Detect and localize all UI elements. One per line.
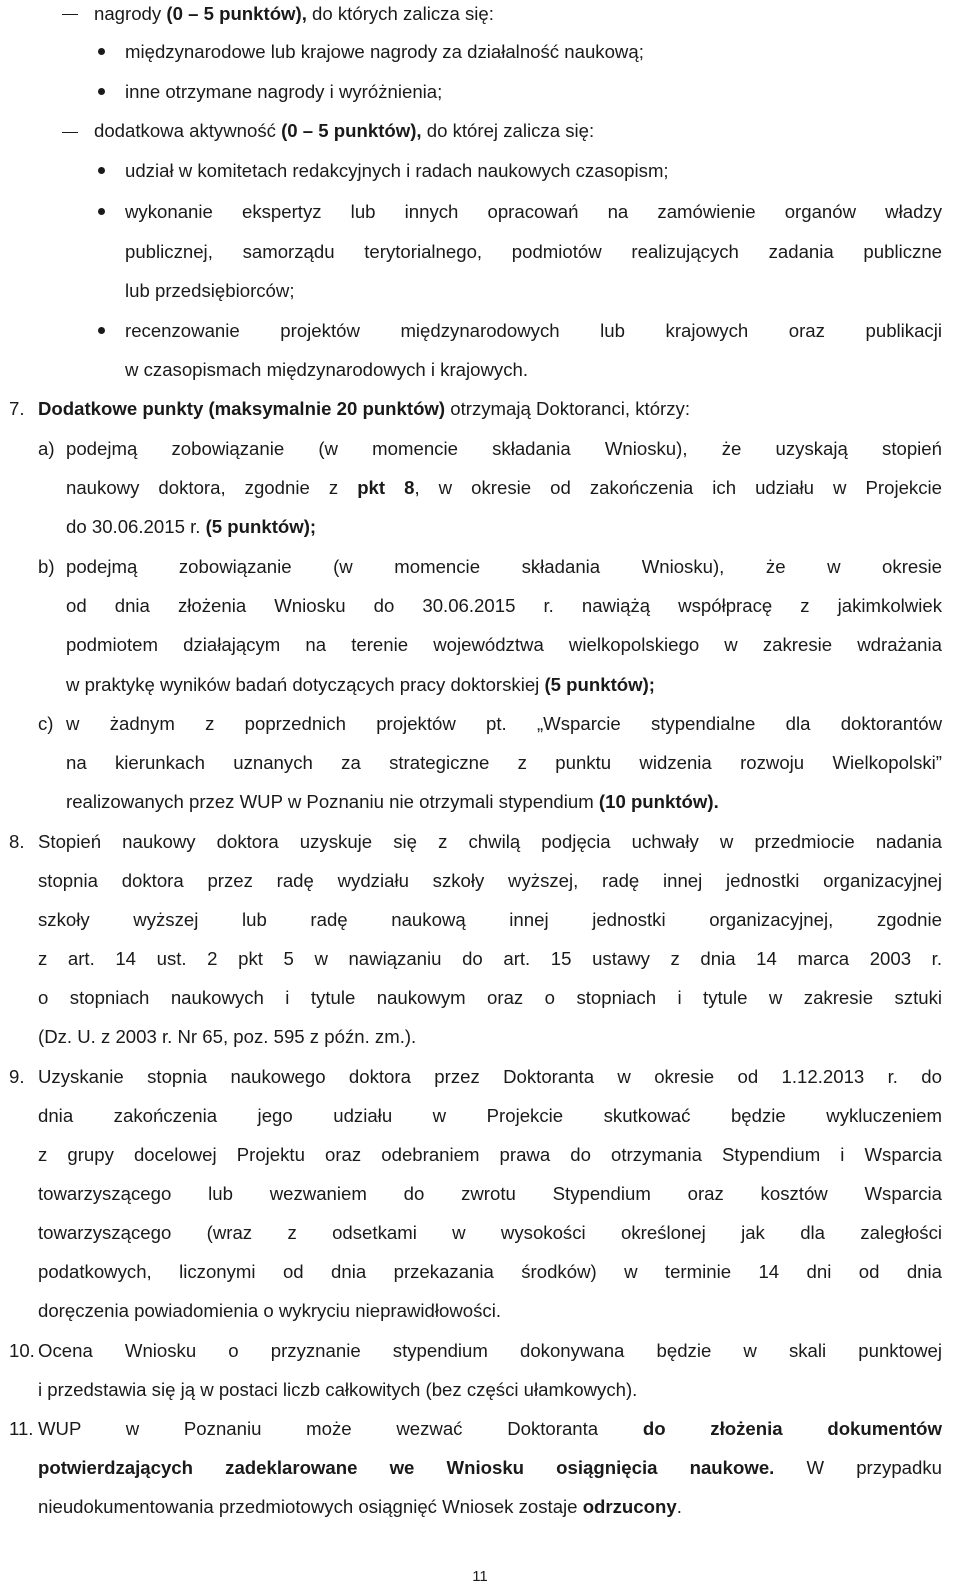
paragraph-line xyxy=(38,1026,416,1048)
bullet-item: inne otrzymane nagrody i wyróżnienia; xyxy=(125,81,443,102)
sub-line xyxy=(66,752,942,774)
item-number: 11. xyxy=(9,1418,34,1439)
text-run: od dnia złożenia Wniosku do 30.06.2015 r. nawiążą współpracę z jakimkolwiek xyxy=(66,595,942,616)
paragraph-line xyxy=(38,1340,942,1362)
sub-line xyxy=(66,634,942,656)
paragraph-line xyxy=(38,1457,942,1479)
sub-line xyxy=(66,674,655,696)
text-run: doręczenia powiadomienia o wykryciu nieprawidłowości. xyxy=(38,1300,502,1321)
paragraph-line xyxy=(38,1144,942,1166)
sub-line xyxy=(66,438,942,460)
paragraph-line xyxy=(38,1183,942,1205)
sub-line xyxy=(66,556,942,578)
dash-marker xyxy=(62,132,78,133)
text-run: do 30.06.2015 r. xyxy=(66,516,206,537)
bullet-item: udział w komitetach redakcyjnych i radach naukowych czasopism; xyxy=(125,160,669,181)
bold-text: (10 punktów). xyxy=(598,791,719,812)
text-run: towarzyszącego (wraz z odsetkami w wysokości określonej jak dla zaległości xyxy=(38,1222,942,1243)
bold-text: (0 – 5 punktów), xyxy=(281,120,422,141)
paragraph-line xyxy=(38,1066,942,1088)
paragraph-line xyxy=(38,1379,637,1401)
text-run: na kierunkach uznanych za strategiczne z punktu widzenia rozwoju Wielkopolski” xyxy=(66,752,942,773)
sub-label: a) xyxy=(38,438,55,459)
paragraph-line xyxy=(38,1300,501,1322)
item7-heading xyxy=(38,398,690,420)
text-run: W przypadku xyxy=(774,1457,942,1478)
paragraph-line xyxy=(38,1418,942,1440)
paragraph-line xyxy=(38,1261,942,1283)
text-run: nagrody xyxy=(94,3,167,24)
bold-text: potwierdzających zadeklarowane we Wniosku osiągnięcia naukowe. xyxy=(38,1457,775,1478)
text-run: WUP w Poznaniu może wezwać Doktoranta xyxy=(38,1418,643,1439)
bullet-marker xyxy=(98,327,105,334)
item-number: 9. xyxy=(9,1066,25,1087)
sub-line xyxy=(66,516,316,538)
bullet-marker xyxy=(98,167,105,174)
paragraph-line xyxy=(38,987,942,1009)
text-run: podejmą zobowiązanie (w momencie składania Wniosku), że w okresie xyxy=(66,556,942,577)
bold-text: do złożenia dokumentów xyxy=(642,1418,942,1439)
paragraph-line xyxy=(38,1222,942,1244)
text-run: w praktykę wyników badań dotyczących pracy doktorskiej xyxy=(66,674,545,695)
bullet-item-line: w czasopismach międzynarodowych i krajowych. xyxy=(125,359,529,380)
sub-line xyxy=(66,791,719,813)
text-run: stopnia doktora przez radę wydziału szkoły wyższej, radę innej jednostki organizacyjnej xyxy=(38,870,942,891)
bullet-item-line: publicznej, samorządu terytorialnego, podmiotów realizujących zadania publiczne xyxy=(125,241,942,262)
text-run: Stopień naukowy doktora uzyskuje się z chwilą podjęcia uchwały w przedmiocie nadania xyxy=(38,831,942,852)
text-run: szkoły wyższej lub radę naukową innej jednostki organizacyjnej, zgodnie xyxy=(38,909,942,930)
bold-text: (5 punktów); xyxy=(205,516,317,537)
bold-text: (5 punktów); xyxy=(544,674,655,695)
bold-text: odrzucony xyxy=(582,1496,677,1517)
text-run: podmiotem działającym na terenie województwa wielkopolskiego w zakresie wdrażania xyxy=(66,634,942,655)
bullet-item-line: recenzowanie projektów międzynarodowych lub krajowych oraz publikacji xyxy=(125,320,942,341)
paragraph-line xyxy=(38,1496,682,1518)
text-run: z grupy docelowej Projektu oraz odebraniem prawa do otrzymania Stypendium i Wsparcia xyxy=(38,1144,942,1165)
text-run: z art. 14 ust. 2 pkt 5 w nawiązaniu do art. 15 ustawy z dnia 14 marca 2003 r. xyxy=(38,948,942,969)
text-run: Ocena Wniosku o przyznanie stypendium dokonywana będzie w skali punktowej xyxy=(38,1340,942,1361)
paragraph-line xyxy=(38,1105,942,1127)
text-run: w żadnym z poprzednich projektów pt. „Wsparcie stypendialne dla doktorantów xyxy=(66,713,942,734)
bullet-item-line: lub przedsiębiorców; xyxy=(125,280,295,301)
bold-text: pkt 8 xyxy=(357,477,415,498)
bullet-item-line: wykonanie ekspertyz lub innych opracowań na zamówienie organów władzy xyxy=(125,201,942,222)
sub-label: c) xyxy=(38,713,54,734)
item-number: 7. xyxy=(9,398,25,419)
sub-line xyxy=(66,595,942,617)
text-run: , w okresie od zakończenia ich udziału w Projekcie xyxy=(414,477,942,498)
text-run: nieudokumentowania przedmiotowych osiągnięć Wniosek zostaje xyxy=(38,1496,583,1517)
sub-label: b) xyxy=(38,556,55,577)
text-run: i przedstawia się ją w postaci liczb całkowitych (bez części ułamkowych). xyxy=(38,1379,638,1400)
text-run: do których zalicza się: xyxy=(306,3,494,24)
text-run: realizowanych przez WUP w Poznaniu nie otrzymali stypendium xyxy=(66,791,599,812)
item7-heading-bold: Dodatkowe punkty (maksymalnie 20 punktów) xyxy=(38,398,446,419)
text-run: Uzyskanie stopnia naukowego doktora przez Doktoranta w okresie od 1.12.2013 r. do xyxy=(38,1066,942,1087)
dash-marker xyxy=(62,14,78,15)
item7-heading-rest: otrzymają Doktoranci, którzy: xyxy=(445,398,690,419)
bullet-marker xyxy=(98,48,105,55)
bullet-marker xyxy=(98,208,105,215)
paragraph-line xyxy=(38,870,942,892)
page-number: 11 xyxy=(472,1568,488,1585)
paragraph-line xyxy=(38,948,942,970)
text-run: podatkowych, liczonymi od dnia przekazania środków) w terminie 14 dni od dnia xyxy=(38,1261,942,1282)
text-run: podejmą zobowiązanie (w momencie składania Wniosku), że uzyskają stopień xyxy=(66,438,942,459)
sub-line xyxy=(66,477,942,499)
item-number: 8. xyxy=(9,831,25,852)
dash-item xyxy=(94,3,494,25)
item-number: 10. xyxy=(9,1340,35,1361)
text-run: towarzyszącego lub wezwaniem do zwrotu Stypendium oraz kosztów Wsparcia xyxy=(38,1183,942,1204)
bold-text: (0 – 5 punktów), xyxy=(166,3,307,24)
bullet-marker xyxy=(98,88,105,95)
text-run: . xyxy=(676,1496,682,1517)
sub-line xyxy=(66,713,942,735)
paragraph-line xyxy=(38,831,942,853)
text-run: o stopniach naukowych i tytule naukowym oraz o stopniach i tytule w zakresie sztuki xyxy=(38,987,942,1008)
paragraph-line xyxy=(38,909,942,931)
text-run: do której zalicza się: xyxy=(421,120,595,141)
text-run: dnia zakończenia jego udziału w Projekcie skutkować będzie wykluczeniem xyxy=(38,1105,942,1126)
bullet-item: międzynarodowe lub krajowe nagrody za działalność naukową; xyxy=(125,41,644,62)
dash-item xyxy=(94,120,594,142)
text-run: (Dz. U. z 2003 r. Nr 65, poz. 595 z późn. zm.). xyxy=(38,1026,417,1047)
text-run: dodatkowa aktywność xyxy=(94,120,282,141)
text-run: naukowy doktora, zgodnie z xyxy=(66,477,358,498)
